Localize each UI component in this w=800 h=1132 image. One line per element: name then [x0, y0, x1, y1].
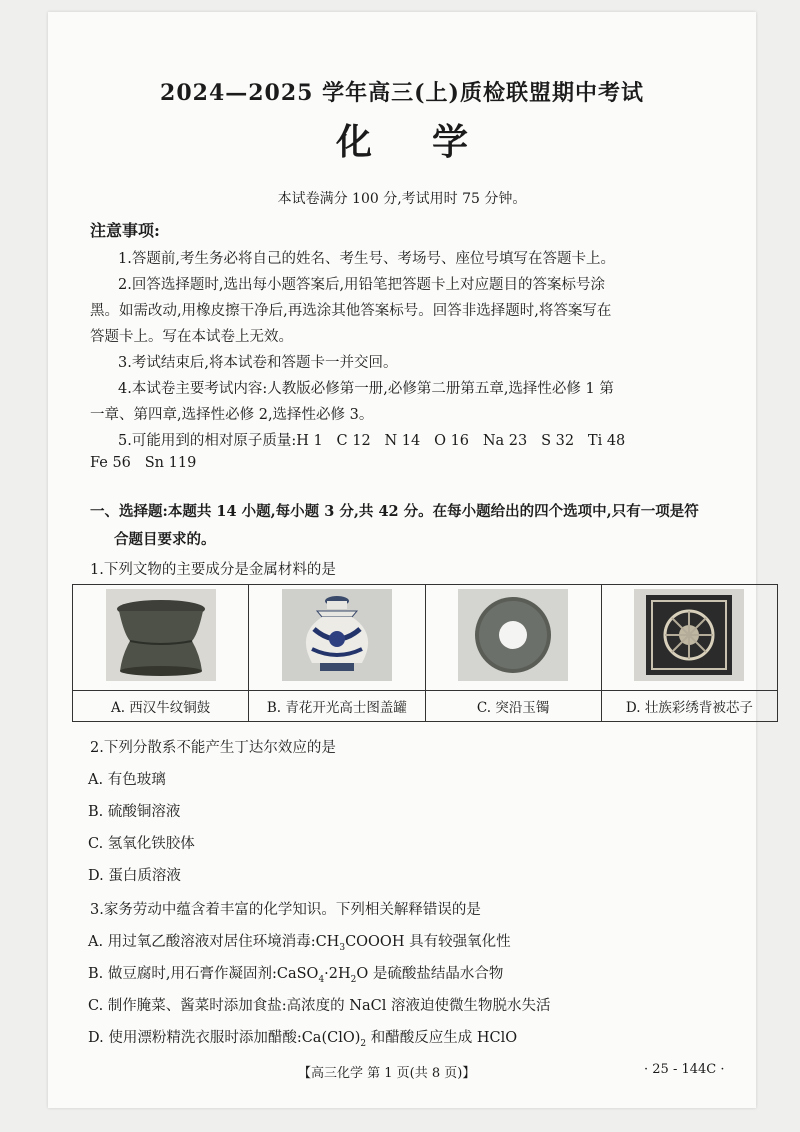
- q1-option-c: C. 突沿玉镯: [425, 690, 601, 721]
- notice-line-4: 答题卡上。写在本试卷上无效。: [90, 329, 293, 345]
- q1-option-a: A. 西汉牛纹铜鼓: [73, 690, 249, 721]
- q2-option-c: C. 氢氧化铁胶体: [88, 836, 195, 852]
- footer-page-info: 【高三化学 第 1 页(共 8 页)】: [298, 1066, 476, 1081]
- q2-option-a: A. 有色玻璃: [88, 772, 166, 788]
- footer-code: · 25 - 144C ·: [644, 1062, 725, 1077]
- q2-option-b: B. 硫酸铜溶液: [88, 804, 181, 820]
- q1-option-b: B. 青花开光高士图盖罐: [249, 690, 425, 721]
- q3-stem: 3.家务劳动中蕴含着丰富的化学知识。下列相关解释错误的是: [90, 902, 481, 918]
- q1-image-cell-a: [73, 585, 249, 691]
- q2-option-d: D. 蛋白质溶液: [88, 868, 181, 884]
- q1-options-table: [72, 584, 778, 722]
- notice-line-9: Fe 56 Sn 119: [90, 455, 197, 471]
- q3-option-c: C. 制作腌菜、酱菜时添加食盐:高浓度的 NaCl 溶液迫使微生物脱水失活: [88, 998, 551, 1014]
- notice-title: 注意事项:: [90, 221, 160, 240]
- notice-line-2: 2.回答选择题时,选出每小题答案后,用铅笔把答题卡上对应题目的答案标号涂: [118, 277, 606, 293]
- q3-option-b: B. 做豆腐时,用石膏作凝固剂$:CaSO_4\cdot 2H_2O$ 是硫酸盐结晶水合物: [88, 966, 504, 985]
- subject-title: 化学: [335, 121, 528, 163]
- q2-stem: 2.下列分散系不能产生丁达尔效应的是: [90, 740, 336, 756]
- exam-title: 2024—2025 学年高三(上)质检联盟期中考试: [160, 80, 644, 106]
- bronze-drum-image: [106, 589, 216, 681]
- embroidery-image: [634, 589, 744, 681]
- q3-option-a: A. 用过氧乙酸溶液对居住环境消毒$:CH_3COOOH$ 具有较强氧化性: [88, 934, 511, 953]
- q1-image-cell-d: [601, 585, 777, 691]
- notice-line-1: 1.答题前,考生务必将自己的姓名、考生号、考场号、座位号填写在答题卡上。: [118, 251, 615, 267]
- exam-meta: 本试卷满分 100 分,考试用时 75 分钟。: [277, 191, 527, 207]
- notice-line-7: 一章、第四章,选择性必修 2,选择性必修 3。: [90, 407, 374, 423]
- jade-bracelet-image: [458, 589, 568, 681]
- q1-image-cell-c: [425, 585, 601, 691]
- notice-line-6: 4.本试卷主要考试内容:人教版必修第一册,必修第二册第五章,选择性必修 1 第: [118, 381, 614, 397]
- q3-option-d: D. 使用漂粉精洗衣服时添加醋酸$:Ca(ClO)_2$ 和醋酸反应生成 HClO: [88, 1030, 518, 1049]
- notice-line-8: 5.可能用到的相对原子质量:H 1 C 12 N 14 O 16 Na 23 S 32 Ti 48: [118, 433, 626, 449]
- q1-option-d: D. 壮族彩绣背被芯子: [601, 690, 777, 721]
- q1-image-cell-b: [249, 585, 425, 691]
- notice-line-3: 黑。如需改动,用橡皮擦干净后,再选涂其他答案标号。回答非选择题时,将答案写在: [90, 303, 612, 319]
- section-1-heading-cont: 合题目要求的。: [114, 531, 216, 548]
- exam-page: [48, 12, 756, 1108]
- blue-white-jar-image: [282, 589, 392, 681]
- section-1-heading: 一、选择题:本题共 14 小题,每小题 3 分,共 42 分。在每小题给出的四个选项中,只有一项是符: [90, 503, 699, 520]
- notice-line-5: 3.考试结束后,将本试卷和答题卡一并交回。: [118, 355, 398, 371]
- q1-stem: 1.下列文物的主要成分是金属材料的是: [90, 562, 336, 578]
